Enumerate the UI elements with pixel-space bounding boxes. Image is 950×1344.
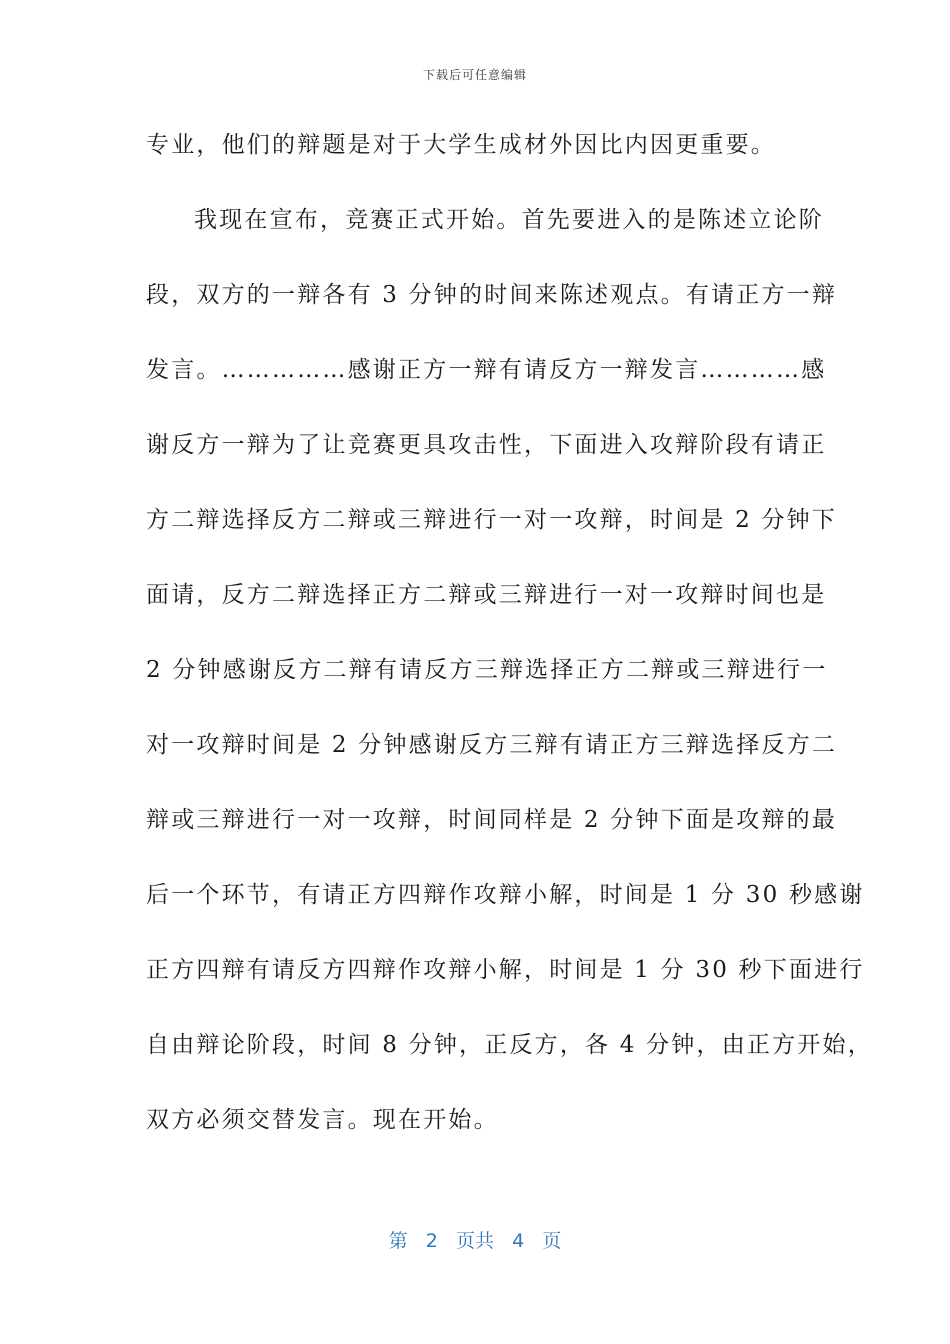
body-line-1: 专业，他们的辩题是对于大学生成材外因比内因更重要。 (146, 132, 776, 158)
total-pages-number: 4 (512, 1230, 525, 1252)
document-body (146, 120, 873, 1170)
body-line-5: 谢反方一辩为了让竞赛更具攻击性，下面进入攻辩阶段有请正 (146, 432, 827, 458)
body-line-3: 段，双方的一辩各有 3 分钟的时间来陈述观点。有请正方一辩 (146, 282, 838, 308)
body-line-9: 对一攻辩时间是 2 分钟感谢反方三辩有请正方三辩选择反方二 (146, 732, 838, 758)
body-line-8: 2 分钟感谢反方二辩有请反方三辩选择正方二辩或三辩进行一 (146, 657, 828, 683)
body-line-12: 正方四辩有请反方四辩作攻辩小解，时间是 1 分 30 秒下面进行 (146, 957, 865, 983)
body-line-11: 后一个环节，有请正方四辩作攻辩小解，时间是 1 分 30 秒感谢 (146, 882, 865, 908)
header-note: 下载后可任意编辑 (422, 68, 527, 82)
body-line-7: 面请，反方二辩选择正方二辩或三辩进行一对一攻辩时间也是 (146, 582, 827, 608)
current-page-number: 2 (425, 1230, 438, 1252)
body-line-6: 方二辩选择反方二辩或三辩进行一对一攻辩，时间是 2 分钟下 (146, 507, 838, 533)
page-label: 第 (388, 1230, 408, 1252)
body-line-4: 发言。……………感谢正方一辩有请反方一辩发言…………感 (146, 357, 827, 383)
body-line-14: 双方必须交替发言。现在开始。 (146, 1107, 499, 1133)
page-number-footer (0, 1226, 950, 1253)
total-label: 页共 (455, 1230, 494, 1252)
body-line-10: 辩或三辩进行一对一攻辩，时间同样是 2 分钟下面是攻辩的最 (146, 807, 838, 833)
body-line-2: 我现在宣布，竞赛正式开始。首先要进入的是陈述立论阶 (194, 207, 824, 233)
page-suffix: 页 (542, 1230, 562, 1252)
body-line-13: 自由辩论阶段，时间 8 分钟，正反方，各 4 分钟，由正方开始， (146, 1032, 873, 1058)
